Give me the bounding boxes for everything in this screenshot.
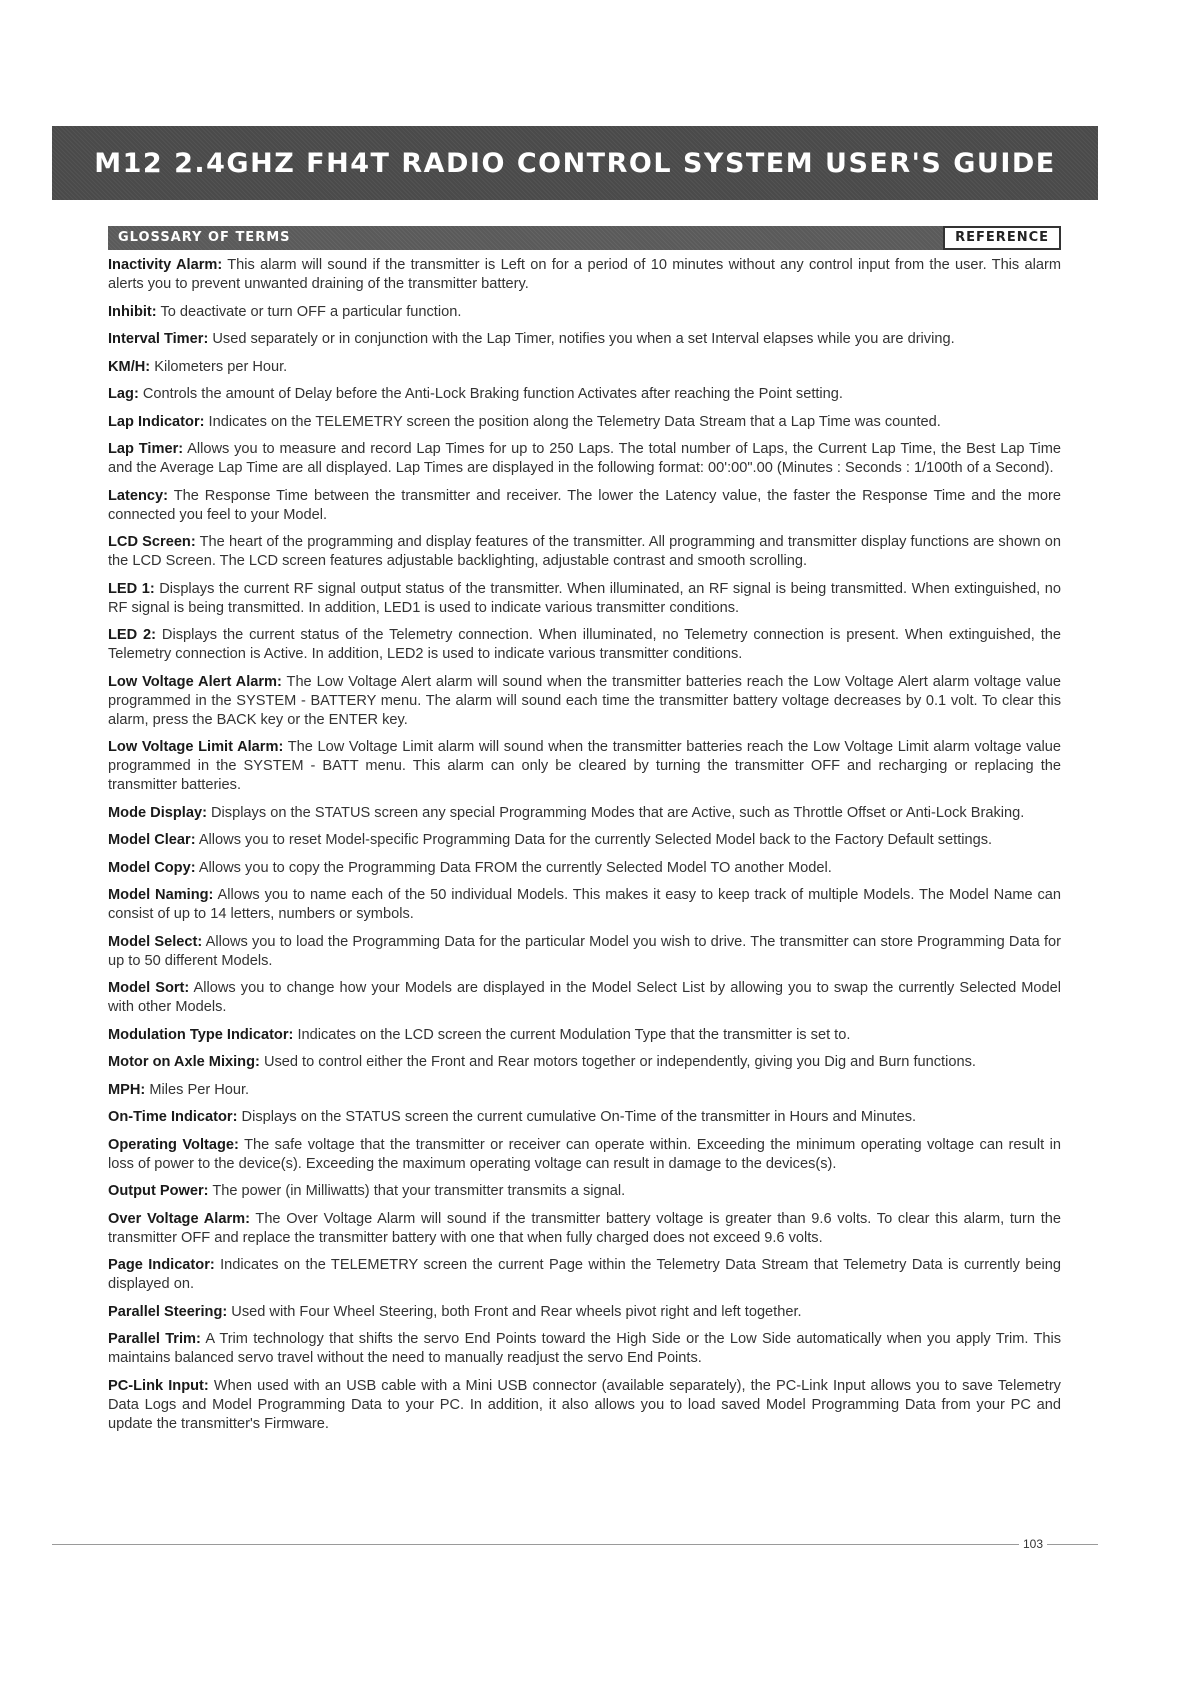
- glossary-definition: Allows you to measure and record Lap Times for up to 250 Laps. The total number of Laps, the Current Lap Time, the Best Lap Time and the Average Lap Time are all displayed. Lap Times are displayed in the following format: 00':00".00 (Minutes : Seconds : 1/100th of a Second).: [108, 441, 1061, 476]
- glossary-entry: [108, 626, 1061, 664]
- glossary-term: Model Sort:: [108, 980, 190, 996]
- glossary-entry: [108, 256, 1061, 294]
- glossary-definition: Allows you to reset Model-specific Programming Data for the currently Selected Model back to the Factory Default settings.: [198, 832, 993, 848]
- glossary-term: Motor on Axle Mixing:: [108, 1054, 260, 1070]
- glossary-entry: [108, 933, 1061, 971]
- glossary-list: [108, 256, 1061, 1442]
- glossary-term: Latency:: [108, 487, 169, 504]
- glossary-definition: Displays the current status of the Telemetry connection. When illuminated, no Telemetry connection is present. When extinguished, the Telemetry connection is Active. In addition, LED2 is used to indicate various transmitter conditions.: [108, 627, 1062, 662]
- glossary-term: Inhibit:: [108, 303, 157, 320]
- glossary-definition: Allows you to load the Programming Data for the particular Model you wish to drive. The transmitter can store Programming Data for up to 50 different Models.: [108, 933, 1061, 969]
- glossary-definition: Displays on the STATUS screen any special Programming Modes that are Active, such as Throttle Offset or Anti-Lock Braking.: [211, 804, 1025, 821]
- glossary-definition: Used to control either the Front and Rear motors together or independently, giving you Dig and Burn functions.: [263, 1054, 976, 1070]
- glossary-entry: [108, 303, 1061, 322]
- glossary-term: Parallel Steering:: [108, 1303, 228, 1320]
- section-title: GLOSSARY OF TERMS: [118, 230, 291, 245]
- glossary-definition: Controls the amount of Delay before the Anti-Lock Braking function Activates after reaching the Point setting.: [142, 386, 843, 402]
- glossary-entry: [108, 440, 1061, 478]
- glossary-definition: The power (in Milliwatts) that your transmitter transmits a signal.: [212, 1183, 626, 1199]
- glossary-term: On-Time Indicator:: [108, 1109, 238, 1125]
- glossary-entry: [108, 1053, 1061, 1072]
- glossary-definition: Used separately or in conjunction with the Lap Timer, notifies you when a set Interval elapses while you are driving.: [212, 331, 955, 347]
- glossary-term: Output Power:: [108, 1183, 209, 1199]
- glossary-entry: [108, 580, 1061, 618]
- glossary-term: LCD Screen:: [108, 534, 196, 550]
- glossary-entry: [108, 1330, 1061, 1368]
- glossary-definition: Allows you to name each of the 50 individual Models. This makes it easy to keep track of multiple Models. The Model Name can consist of up to 14 letters, numbers or symbols.: [108, 887, 1062, 922]
- glossary-definition: Displays the current RF signal output status of the transmitter. When illuminated, an RF signal is being transmitted. When extinguished, no RF signal is being transmitted. In addition, LED1 is used to indicate various transmitter conditions.: [108, 580, 1062, 616]
- glossary-definition: The Low Voltage Alert alarm will sound when the transmitter batteries reach the Low Voltage Alert alarm voltage value programmed in the SYSTEM - BATTERY menu. The alarm will sound each time the transmitter battery voltage decreases by 0.1 volt. To clear this alarm, press the BACK key or the ENTER key.: [108, 673, 1061, 728]
- footer-rule: [52, 1544, 1098, 1545]
- glossary-entry: [108, 804, 1061, 823]
- glossary-term: Model Copy:: [108, 859, 196, 876]
- document-title: M12 2.4GHZ FH4T RADIO CONTROL SYSTEM USER'S GUIDE: [94, 147, 1056, 179]
- glossary-definition: Kilometers per Hour.: [154, 358, 288, 375]
- glossary-entry: [108, 859, 1061, 878]
- glossary-definition: Used with Four Wheel Steering, both Front and Rear wheels pivot right and left together.: [231, 1303, 802, 1320]
- glossary-term: Lap Indicator:: [108, 413, 205, 430]
- glossary-entry: [108, 1182, 1061, 1201]
- glossary-definition: Indicates on the TELEMETRY screen the current Page within the Telemetry Data Stream that Telemetry Data is currently being displayed on.: [108, 1257, 1061, 1292]
- glossary-definition: Displays on the STATUS screen the current cumulative On-Time of the transmitter in Hours and Minutes.: [241, 1109, 917, 1125]
- section-header: [108, 226, 1061, 250]
- glossary-entry: [108, 1210, 1061, 1248]
- glossary-term: MPH:: [108, 1081, 146, 1098]
- glossary-term: Lag:: [108, 386, 139, 402]
- glossary-entry: [108, 738, 1061, 795]
- glossary-definition: Miles Per Hour.: [149, 1081, 250, 1098]
- glossary-definition: A Trim technology that shifts the servo End Points toward the High Side or the Low Side automatically when you apply Trim. This maintains balanced servo travel without the need to manually readjust the servo End Points.: [108, 1331, 1062, 1366]
- glossary-definition: The heart of the programming and display features of the transmitter. All programming and transmitter display functions are shown on the LCD Screen. The LCD screen features adjustable backlighting, adjustable contrast and smooth scrolling.: [108, 534, 1061, 569]
- glossary-term: Inactivity Alarm:: [108, 257, 223, 273]
- reference-tag: REFERENCE: [943, 226, 1061, 250]
- glossary-term: Model Naming:: [108, 887, 214, 903]
- glossary-entry: [108, 886, 1061, 924]
- page-number: 103: [1019, 1536, 1047, 1552]
- glossary-definition: Allows you to change how your Models are displayed in the Model Select List by allowing you to swap the currently Selected Model with other Models.: [108, 980, 1062, 1015]
- glossary-entry: [108, 330, 1061, 349]
- glossary-entry: [108, 673, 1061, 730]
- glossary-term: Model Select:: [108, 933, 203, 950]
- glossary-entry: [108, 1256, 1061, 1294]
- glossary-term: Interval Timer:: [108, 331, 209, 347]
- glossary-term: LED 1:: [108, 580, 155, 597]
- glossary-entry: [108, 1081, 1061, 1100]
- glossary-term: LED 2:: [108, 627, 157, 643]
- glossary-definition: To deactivate or turn OFF a particular function.: [160, 303, 462, 320]
- glossary-definition: This alarm will sound if the transmitter is Left on for a period of 10 minutes without any control input from the user. This alarm alerts you to prevent unwanted draining of the transmitter battery.: [108, 257, 1061, 292]
- glossary-entry: [108, 358, 1061, 377]
- glossary-term: Operating Voltage:: [108, 1136, 239, 1153]
- glossary-definition: When used with an USB cable with a Mini USB connector (available separately), the PC-Link Input allows you to save Telemetry Data Logs and Model Programming Data to your PC. In addition, it also allows you to load saved Model Programming Data from your PC and update the transmitter's Firmware.: [108, 1377, 1061, 1432]
- glossary-definition: The Low Voltage Limit alarm will sound when the transmitter batteries reach the Low Voltage Limit alarm voltage value programmed in the SYSTEM - BATT menu. This alarm can only be cleared by turning the transmitter OFF and recharging or replacing the transmitter batteries.: [108, 739, 1061, 793]
- glossary-term: PC-Link Input:: [108, 1377, 209, 1394]
- glossary-definition: The safe voltage that the transmitter or receiver can operate within. Exceeding the minimum operating voltage can result in loss of power to the device(s). Exceeding the maximum operating voltage can result in damage to the devices(s).: [108, 1136, 1062, 1172]
- glossary-definition: Indicates on the TELEMETRY screen the position along the Telemetry Data Stream that a Lap Time was counted.: [208, 413, 941, 430]
- glossary-term: KM/H:: [108, 358, 151, 375]
- glossary-entry: [108, 1377, 1061, 1434]
- glossary-term: Model Clear:: [108, 832, 196, 848]
- glossary-definition: Indicates on the LCD screen the current Modulation Type that the transmitter is set to.: [297, 1026, 851, 1043]
- glossary-term: Over Voltage Alarm:: [108, 1210, 250, 1227]
- glossary-entry: [108, 413, 1061, 432]
- glossary-entry: [108, 979, 1061, 1017]
- glossary-entry: [108, 385, 1061, 404]
- glossary-entry: [108, 1136, 1061, 1174]
- glossary-term: Low Voltage Limit Alarm:: [108, 739, 284, 755]
- title-banner: [52, 126, 1098, 200]
- glossary-entry: [108, 1108, 1061, 1127]
- glossary-term: Page Indicator:: [108, 1257, 215, 1273]
- glossary-entry: [108, 831, 1061, 850]
- glossary-term: Lap Timer:: [108, 441, 184, 457]
- glossary-term: Modulation Type Indicator:: [108, 1026, 294, 1043]
- glossary-definition: Allows you to copy the Programming Data FROM the currently Selected Model TO another Model.: [198, 859, 832, 876]
- glossary-entry: [108, 533, 1061, 571]
- glossary-entry: [108, 1026, 1061, 1045]
- glossary-definition: The Over Voltage Alarm will sound if the transmitter battery voltage is greater than 9.6 volts. To clear this alarm, turn the transmitter OFF and replace the transmitter battery with one that when fully charged does not exceed 9.6 volts.: [108, 1210, 1061, 1246]
- glossary-term: Low Voltage Alert Alarm:: [108, 673, 282, 690]
- glossary-term: Parallel Trim:: [108, 1331, 201, 1347]
- glossary-entry: [108, 1303, 1061, 1322]
- glossary-entry: [108, 487, 1061, 525]
- glossary-definition: The Response Time between the transmitter and receiver. The lower the Latency value, the faster the Response Time and the more connected you feel to your Model.: [108, 487, 1061, 523]
- glossary-term: Mode Display:: [108, 804, 207, 821]
